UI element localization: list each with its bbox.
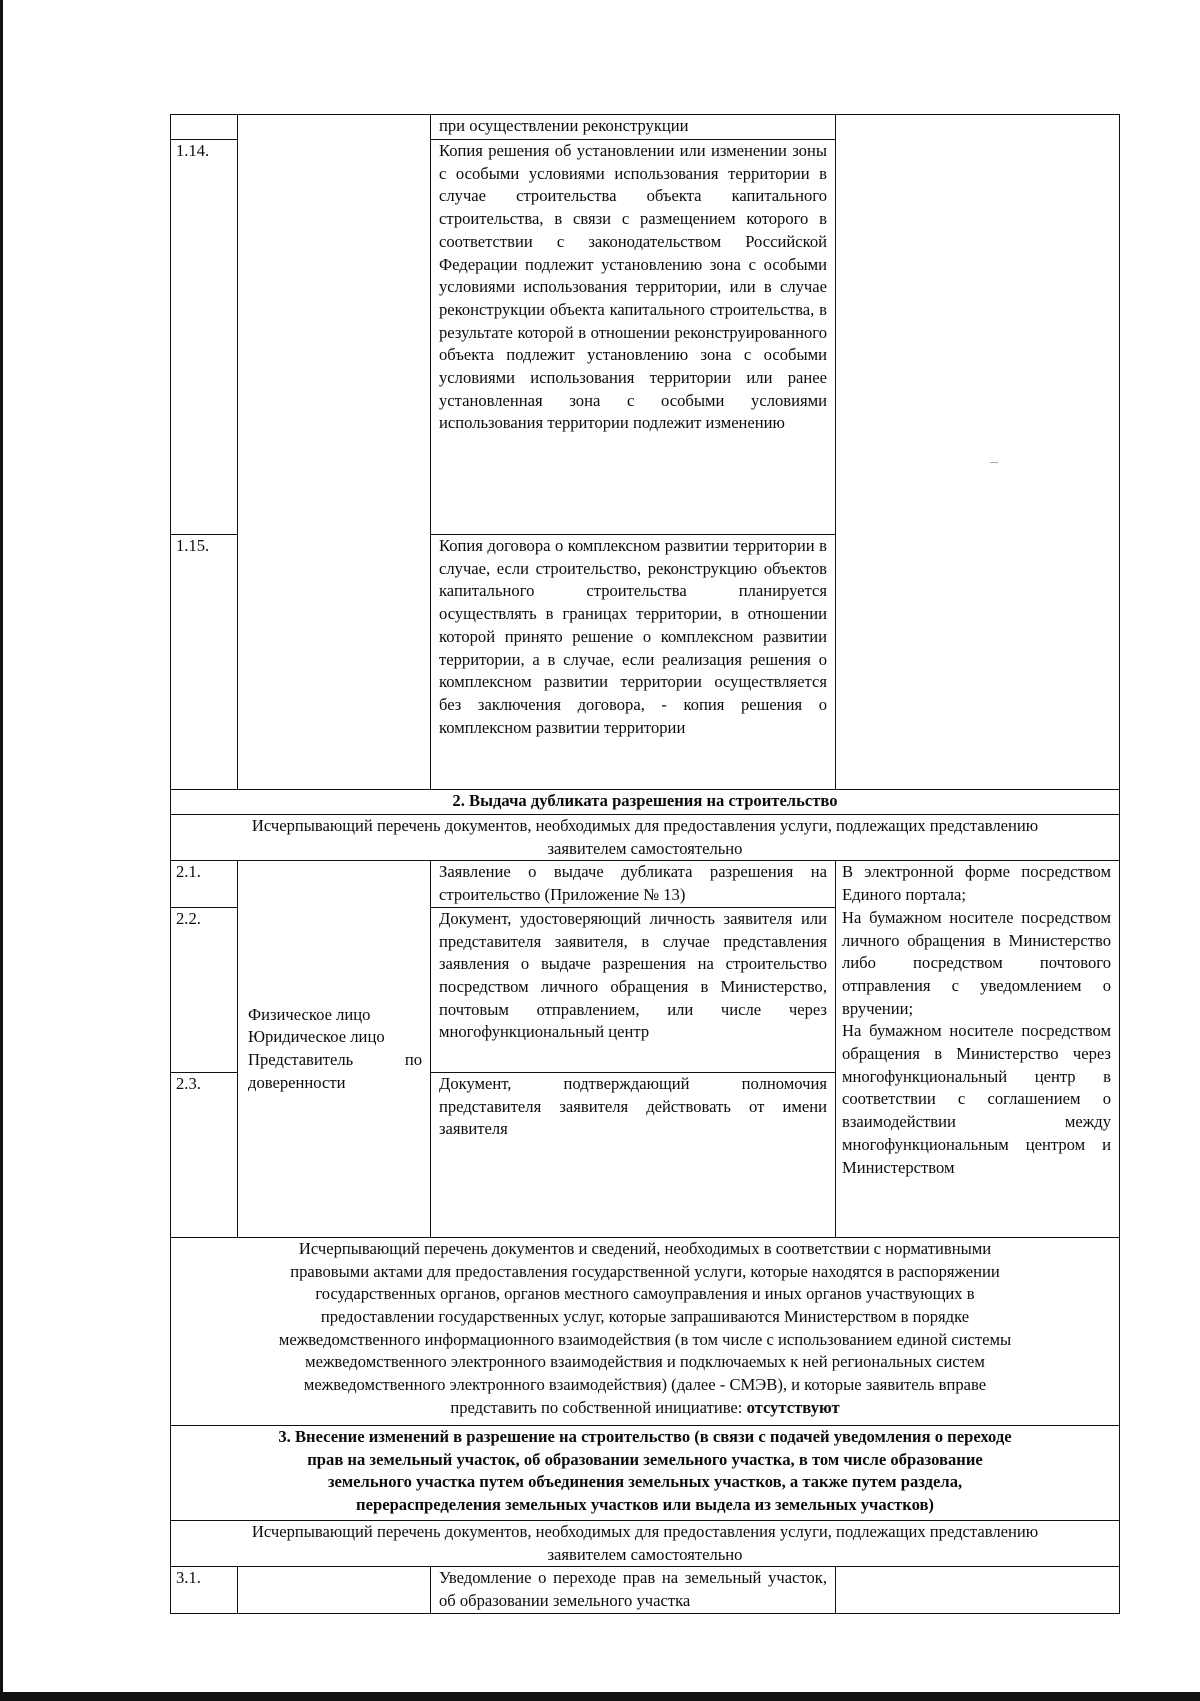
document-text: Копия договора о комплексном развитии территории в случае, если строительство, реконструкцию объектов капитального строительства планируется осуществлять в границах территории, в отношении которой принято решение о комплексном развитии территории, а в случае, если реализация решения о комплексном развитии территории осуществляется без заключения договора, - копия решения о комплексном развитии территории [431,535,836,790]
section-title-row [171,1425,1120,1520]
section-3-subtitle: Исчерпывающий перечень документов, необходимых для предоставления услуги, подлежащих представлению заявителем самостоятельно [171,1520,1120,1566]
section-2-title: 2. Выдача дубликата разрешения на строительство [171,790,1120,815]
row-number [171,115,238,140]
table-row [171,115,1120,140]
method-paper-mfc: На бумажном носителе посредством обращения в Министерство через многофункциональный центр в соответствии с соглашением о взаимодействии между многофункциональным центром и Министерством [842,1021,1111,1177]
applicant-types [238,861,431,1237]
section-title-row [171,790,1120,815]
section-subtitle-row [171,815,1120,861]
applicant-cell [238,115,431,790]
applicant-representative: Представитель по доверенности [248,1050,422,1092]
row-number: 2.2. [171,907,238,1072]
document-text: Копия решения об установлении или изменении зоны с особыми условиями использования территории в случае строительства объекта капитального строительства, в связи с размещением которого в соответствии с законодательством Российской Федерации подлежит установлению зона с особыми условиями использования территории, или в случае реконструкции объекта капитального строительства, в результате которой в отношении реконструированного объекта подлежит установлению зона с особыми условиями использования территории или ранее установленная зона с особыми условиями использования территории подлежит изменению [431,140,836,535]
method-electronic: В электронной форме посредством Единого портала; [842,862,1111,905]
table-row [171,861,1120,907]
section-3-title-line: 3. Внесение изменений в разрешение на строительство (в связи с подачей уведомления о переходе [278,1426,1012,1446]
section-3-title-line: прав на земельный участок, об образовании земельного участка, в том числе образование [307,1449,983,1469]
document-text: Заявление о выдаче дубликата разрешения на строительство (Приложение № 13) [431,861,836,907]
scan-edge-bottom [0,1692,1200,1701]
documents-table [170,114,1119,1614]
method-paper-in-person: На бумажном носителе посредством личного обращения в Министерство либо посредством почтового отправления с уведомлением о вручении; [842,907,1111,1018]
interagency-line: межведомственного информационного взаимодействия (в том числе с использованием единой системы [278,1329,1012,1349]
submission-method-cell [836,1567,1120,1613]
scan-edge-left [0,0,3,1701]
applicant-cell [238,1567,431,1613]
document-text: Документ, удостоверяющий личность заявителя или представителя заявителя, в случае представления заявления о выдаче разрешения на строительство посредством личного обращения в Министерство, почтовым отправлением, или числе через многофункциональный центр [431,907,836,1072]
interagency-line: правовыми актами для предоставления государственной услуги, которые находятся в распоряжении [290,1261,1000,1281]
interagency-line: предоставлении государственных услуг, которые запрашиваются Министерством в порядке [320,1306,970,1326]
interagency-line: межведомственного электронного взаимодействия) (далее - СМЭВ), и которые заявитель вправе [303,1375,987,1395]
interagency-answer: отсутствуют [746,1397,840,1417]
document-text: при осуществлении реконструкции [431,115,836,140]
interagency-line: государственных органов, органов местного самоуправления и иных органов участвующих в [315,1284,975,1304]
section-3-title-line: перераспределения земельных участков или выдела из земельных участков) [356,1494,934,1514]
document-text: Уведомление о переходе прав на земельный участок, об образовании земельного участка [431,1567,836,1613]
applicant-individual: Физическое лицо [248,1004,371,1024]
interagency-line [179,1397,1111,1420]
interagency-line: межведомственного электронного взаимодействия и подключаемых к ней региональных систем [305,1352,985,1372]
interagency-paragraph [171,1237,1120,1425]
section-3-title [171,1425,1120,1520]
section-3-title-line: земельного участка путем объединения земельных участков, а также путем раздела, [327,1472,963,1492]
applicant-legal-entity: Юридическое лицо [248,1027,385,1047]
submission-method-cell [836,115,1120,790]
table-row [171,1567,1120,1613]
interagency-last-text: представить по собственной инициативе: [450,1397,747,1417]
interagency-row [171,1237,1120,1425]
row-number: 1.15. [171,535,238,790]
row-number: 3.1. [171,1567,238,1613]
row-number: 2.3. [171,1072,238,1237]
document-text: Документ, подтверждающий полномочия представителя заявителя действовать от имени заявителя [431,1072,836,1237]
section-2-subtitle: Исчерпывающий перечень документов, необходимых для предоставления услуги, подлежащих представлению заявителем самостоятельно [171,815,1120,861]
interagency-line: Исчерпывающий перечень документов и сведений, необходимых в соответствии с нормативными [298,1238,992,1258]
section-subtitle-row [171,1520,1120,1566]
row-number: 2.1. [171,861,238,907]
row-number: 1.14. [171,140,238,535]
submission-methods [836,861,1120,1237]
